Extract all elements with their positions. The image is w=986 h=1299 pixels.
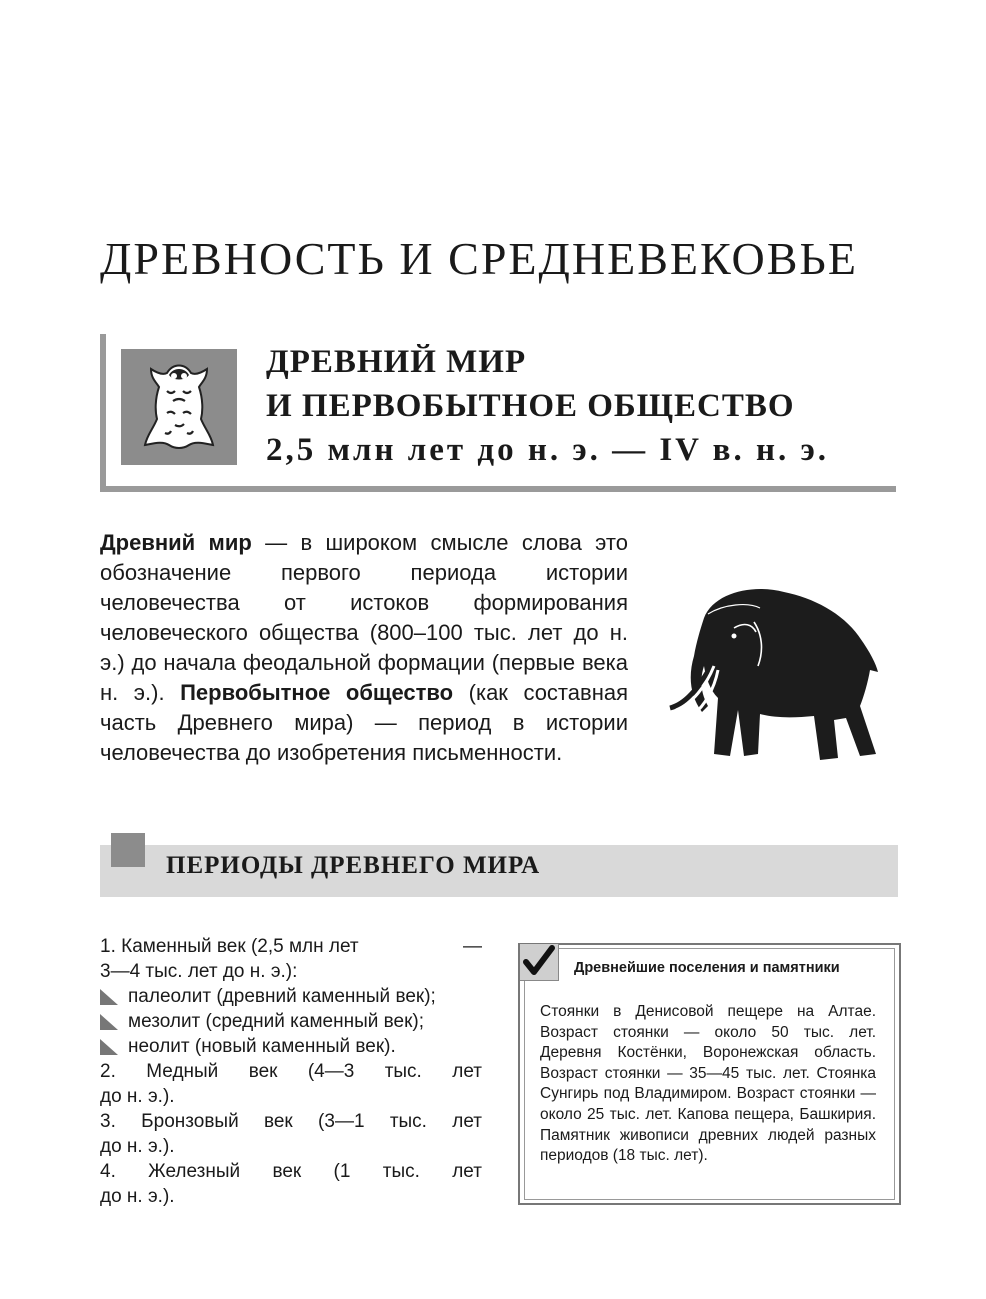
part-title: ДРЕВНОСТЬ И СРЕДНЕВЕКОВЬЕ [100, 233, 858, 284]
chapter-heading [266, 340, 829, 472]
checkmark-icon [520, 944, 559, 981]
section-marker-square [111, 833, 145, 867]
sub-period-paleolithic: палеолит (древний каменный век); [100, 984, 482, 1009]
period-item-2-line2: до н. э.). [100, 1086, 175, 1107]
chapter-dates: 2,5 млн лет до н. э. — IV в. н. э. [266, 432, 830, 468]
note-text: Стоянки в Денисовой пещере на Алтае. Возраст стоянки — около 50 тыс. лет. Деревня Костёнки, Воронежская область. Возраст стоянки — 35—45 тыс. лет. Стоянка Сунгирь под Владимиром. Возраст стоянки — около 25 тыс. лет. Капова пещера, Башкирия. Памятник живописи древних людей разных периодов (18 тыс. лет). [540, 1003, 876, 1165]
triangle-bullet-icon [100, 1039, 118, 1055]
section-title: ПЕРИОДЫ ДРЕВНЕГО МИРА [166, 852, 541, 879]
chapter-title-line2: И ПЕРВОБЫТНОЕ ОБЩЕСТВО [266, 388, 795, 424]
term-primitive-society: Первобытное общество [180, 680, 454, 705]
period-item-1-line1: 1. Каменный век (2,5 млн лет — [100, 936, 482, 957]
period-item-3-line2: до н. э.). [100, 1136, 175, 1157]
triangle-bullet-icon [100, 1014, 118, 1030]
sub-period-mesolithic: мезолит (средний каменный век); [100, 1009, 482, 1034]
intro-text-1: — в широком смысле слова это обозначение первого периода истории человечества от истоков формирования человеческого общества (800–100 тыс. лет до н. э.) до начала феодальной формации (первые века н. э.). [100, 530, 628, 705]
period-item-1-line2: 3—4 тыс. лет до н. э.): [100, 961, 298, 982]
period-item-3-line1: 3. Бронзовый век (3—1 тыс. лет [100, 1111, 482, 1132]
mammoth-illustration [664, 578, 886, 768]
sub-period-neolithic: неолит (новый каменный век). [100, 1034, 482, 1059]
animal-hide-icon [121, 349, 237, 465]
intro-paragraph [100, 528, 628, 768]
intro-text-2: (как составная часть Древнего мира) — период в истории человечества до изобретения письменности. [100, 680, 628, 765]
period-item-4-line1: 4. Железный век (1 тыс. лет [100, 1161, 482, 1182]
period-item-4-line2: до н. э.). [100, 1186, 175, 1207]
term-ancient-world: Древний мир [100, 530, 252, 555]
triangle-bullet-icon [100, 989, 118, 1005]
chapter-title-line1: ДРЕВНИЙ МИР [266, 344, 527, 380]
period-item-2-line1: 2. Медный век (4—3 тыс. лет [100, 1061, 482, 1082]
note-title: Древнейшие поселения и памятники [574, 960, 840, 976]
periods-list [100, 934, 482, 1209]
